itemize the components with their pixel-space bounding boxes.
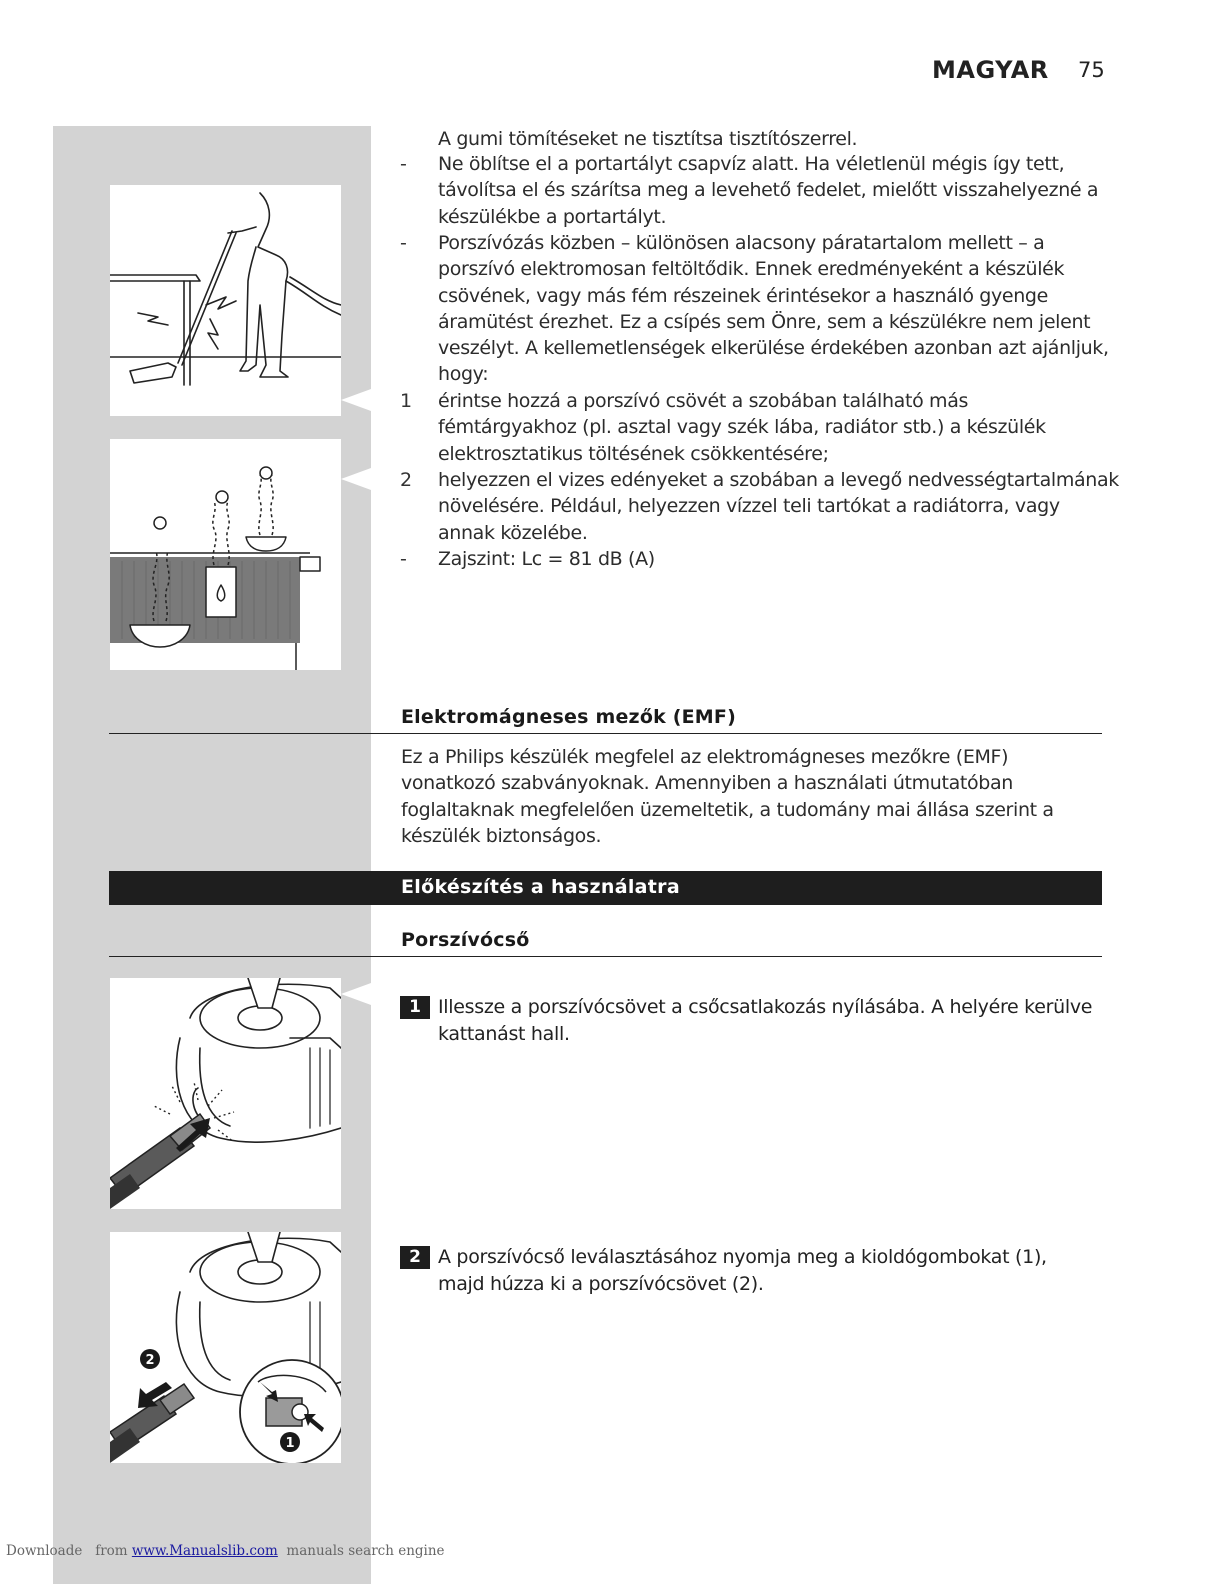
step-number: 1 (400, 996, 430, 1019)
intro-continuation: A gumi tömítéseket ne tisztítsa tisztítószerrel. (438, 128, 858, 150)
figure-vacuum-static-shock (110, 185, 341, 416)
list-item: Zajszint: Lc = 81 dB (A) (438, 548, 655, 570)
figure-pointer (341, 468, 371, 490)
list-item: Ne öblítse el a portartályt csapvíz alatt. Ha véletlenül mégis így tett, távolítsa el és szárítsa meg a levehető fedelet, mielőtt visszahelyezné a készülékbe a portartályt. (438, 153, 1099, 228)
list-marker: - (400, 153, 407, 175)
figure-pointer (341, 983, 371, 1005)
list-item: Porszívózás közben – különösen alacsony páratartalom mellett – a porszívó elektromosan feltöltődik. Ennek eredményeként a készülék csövének, vagy más fém részeinek érintésekor a használó gyenge áramütést érezhet. Ez a csípés sem Önre, sem a készülékre nem jelent veszélyt. A kellemetlenségek elkerülése érdekében azonban azt ajánljuk, hogy: (438, 232, 1109, 386)
list-item: helyezzen el vizes edényeket a szobában a levegő nedvességtartalmának növelésére. Például, helyezzen vízzel teli tartókat a radiátorra, vagy annak közelébe. (438, 469, 1119, 544)
emf-title: Elektromágneses mezők (EMF) (401, 706, 736, 728)
list-marker: 2 (400, 469, 413, 491)
tube-title: Porszívócső (401, 929, 530, 951)
manualslib-link[interactable]: www.Manualslib.com (131, 1543, 278, 1559)
page-number: 75 (1078, 58, 1105, 82)
radiator-humidity-illustration (110, 439, 341, 670)
list-marker: - (400, 232, 407, 254)
section-rule (109, 733, 1102, 734)
figure-detach-tube (110, 1232, 341, 1463)
figure-insert-tube (110, 978, 341, 1209)
figure-pointer (341, 389, 371, 411)
download-footer: Downloade from www.Manualslib.com manuals search engine (6, 1543, 445, 1559)
vacuum-static-illustration (110, 185, 341, 416)
header-language: MAGYAR (932, 56, 1049, 84)
section-rule (109, 956, 1102, 957)
callout-2: 2 (145, 1353, 155, 1368)
callout-1: 1 (285, 1436, 295, 1451)
detach-tube-illustration (110, 1232, 341, 1463)
step-number: 2 (400, 1246, 430, 1269)
prep-heading-bar (109, 871, 1102, 905)
emf-paragraph: Ez a Philips készülék megfelel az elektromágneses mezőkre (EMF) vonatkozó szabványoknak. Amennyiben a használati útmutatóban foglaltaknak megfelelően üzemeltetik, a tudomány mai állása szerint a készülék biztonságos. (401, 746, 1054, 847)
list-marker: - (400, 548, 407, 570)
list-item: érintse hozzá a porszívó csövét a szobában található más fémtárgyakhoz (pl. asztal vagy szék lába, radiátor stb.) a készülék elektrosztatikus töltésének csökkentésére; (438, 390, 1046, 465)
insert-tube-illustration (110, 978, 341, 1209)
list-marker: 1 (400, 390, 413, 412)
step-text: Illessze a porszívócsövet a csőcsatlakozás nyílásába. A helyére kerülve kattanást hall. (438, 996, 1093, 1045)
figure-radiator-humidity (110, 439, 341, 670)
prep-title: Előkészítés a használatra (401, 876, 680, 898)
step-text: A porszívócső leválasztásához nyomja meg a kioldógombokat (1), majd húzza ki a porszívócsövet (2). (438, 1246, 1047, 1295)
